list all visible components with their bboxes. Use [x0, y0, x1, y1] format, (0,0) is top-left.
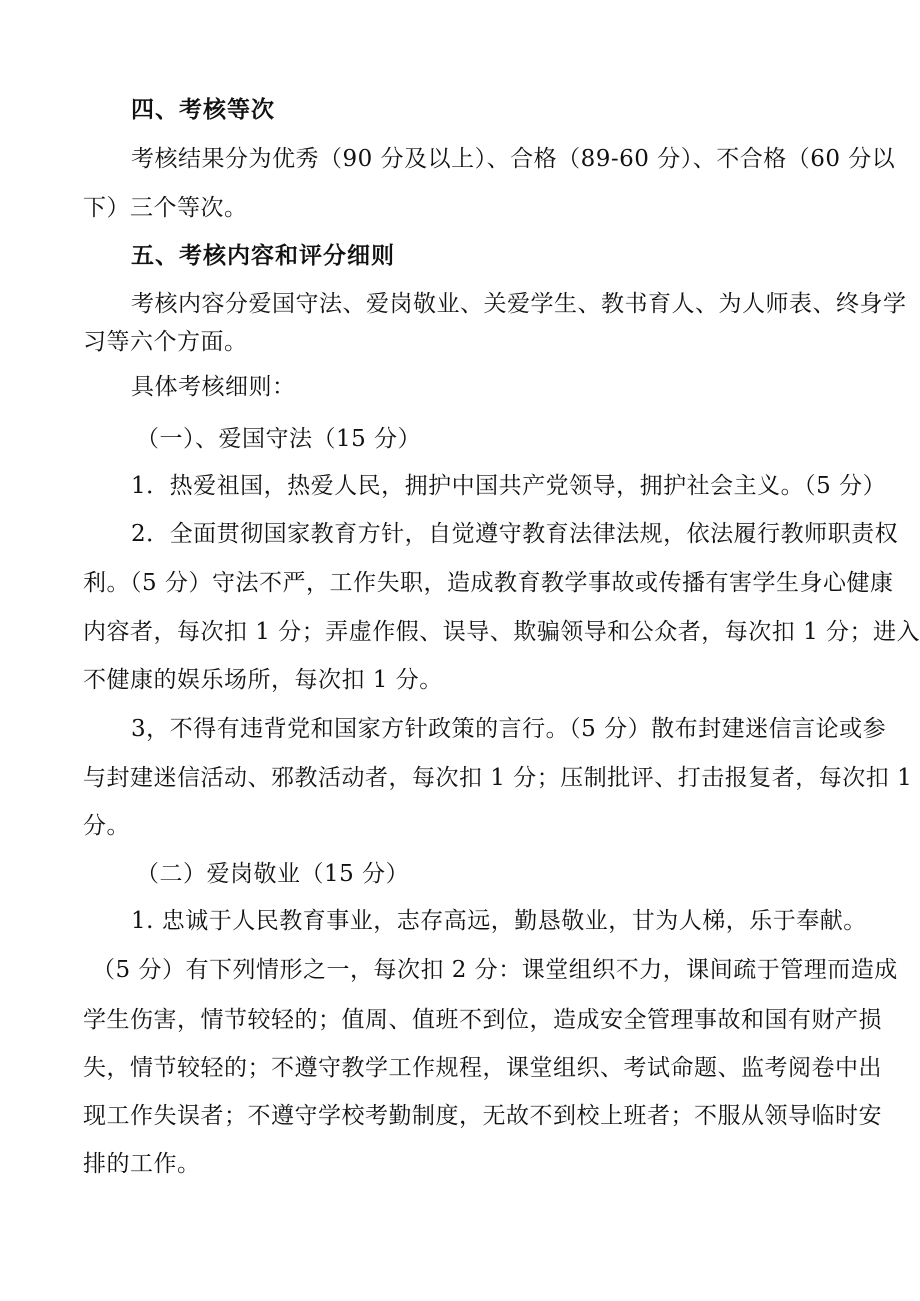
part-1-item-1: 1．热爱祖国，热爱人民，拥护中国共产党领导，拥护社会主义。（5 分） [131, 473, 887, 499]
part-2-item-1-line-6: 排的工作。 [83, 1151, 201, 1177]
part-2-item-1-line-2: （5 分）有下列情形之一，每次扣 2 分：课堂组织不力，课间疏于管理而造成 [92, 957, 898, 983]
part-1-item-2-line-1: 2．全面贯彻国家教育方针，自觉遵守教育法律法规，依法履行教师职责权 [131, 521, 899, 547]
section-4-text-line-2: 下）三个等次。 [83, 195, 248, 221]
section-5-heading: 五、考核内容和评分细则 [131, 243, 395, 269]
part-2-item-1-line-1: 1. 忠诚于人民教育事业，志存高远，勤恳敬业，甘为人梯，乐于奉献。 [131, 908, 867, 934]
part-1-item-3-line-1: 3，不得有违背党和国家方针政策的言行。（5 分）散布封建迷信言论或参 [131, 716, 887, 742]
part-2-title: （二）爱岗敬业（15 分） [136, 861, 410, 887]
part-2-item-1-line-5: 现工作失误者；不遵守学校考勤制度，无故不到校上班者；不服从领导临时安 [83, 1103, 882, 1129]
part-1-item-2-line-2: 利。（5 分）守法不严，工作失职，造成教育教学事故或传播有害学生身心健康 [83, 570, 894, 596]
section-5-intro-line-1: 考核内容分爱国守法、爱岗敬业、关爱学生、教书育人、为人师表、终身学 [131, 291, 907, 317]
detail-label: 具体考核细则： [131, 374, 296, 400]
part-2-item-1-line-4: 失，情节较轻的；不遵守教学工作规程，课堂组织、考试命题、监考阅卷中出 [83, 1055, 882, 1081]
part-1-item-2-line-4: 不健康的娱乐场所，每次扣 1 分。 [83, 667, 443, 693]
part-2-item-1-line-3: 学生伤害，情节较轻的；值周、值班不到位，造成安全管理事故和国有财产损 [83, 1007, 882, 1033]
part-1-item-3-line-2: 与封建迷信活动、邪教活动者，每次扣 1 分；压制批评、打击报复者，每次扣 1 [83, 765, 913, 791]
part-1-item-2-line-3: 内容者，每次扣 1 分；弄虚作假、误导、欺骗领导和公众者，每次扣 1 分；进入 [83, 619, 920, 645]
part-1-item-3-line-3: 分。 [83, 813, 130, 839]
section-4-heading: 四、考核等次 [131, 97, 275, 123]
section-5-intro-line-2: 习等六个方面。 [83, 329, 248, 355]
section-4-text-line-1: 考核结果分为优秀（90 分及以上）、合格（89-60 分）、不合格（60 分以 [131, 146, 896, 172]
part-1-title: （一）、爱国守法（15 分） [136, 426, 422, 452]
